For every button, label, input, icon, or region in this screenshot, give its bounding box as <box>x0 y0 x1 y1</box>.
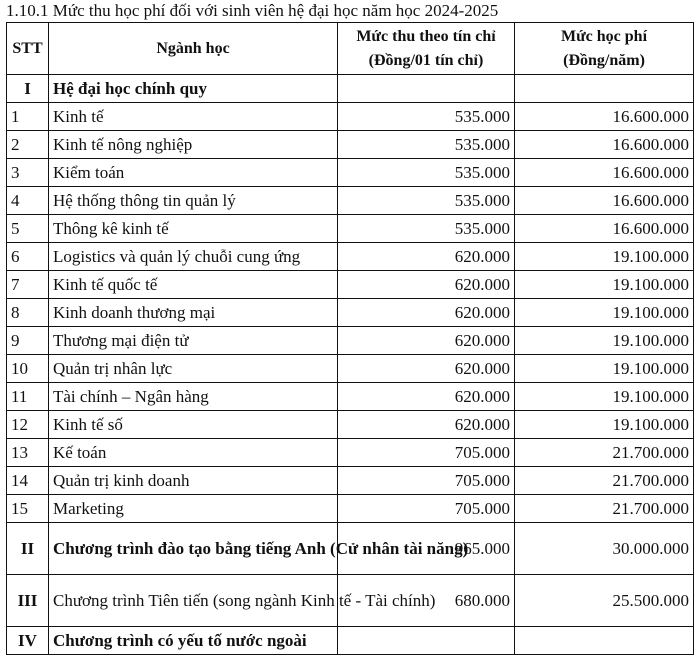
row-year-fee: 19.100.000 <box>515 411 694 439</box>
table-row <box>7 187 694 215</box>
row-stt: 13 <box>7 439 49 467</box>
row-stt: 2 <box>7 131 49 159</box>
row-major-name: Kinh tế số <box>49 411 338 439</box>
row-major-name: Logistics và quản lý chuỗi cung ứng <box>49 243 338 271</box>
row-year-fee: 19.100.000 <box>515 299 694 327</box>
table-row <box>7 383 694 411</box>
section-title: Chương trình Tiên tiến (song ngành Kinh tế - Tài chính) <box>49 575 338 627</box>
row-major-name: Kinh doanh thương mại <box>49 299 338 327</box>
row-stt: 3 <box>7 159 49 187</box>
header-year-line1: Mức học phí <box>560 27 648 45</box>
table-row <box>7 439 694 467</box>
header-stt: STT <box>7 23 49 75</box>
section-stt: IV <box>7 627 49 655</box>
section-stt: II <box>7 523 49 575</box>
row-major-name: Kiểm toán <box>49 159 338 187</box>
row-stt: 6 <box>7 243 49 271</box>
row-major-name: Thương mại điện tử <box>49 327 338 355</box>
row-year-fee: 19.100.000 <box>515 271 694 299</box>
table-row <box>7 495 694 523</box>
section-year-fee <box>515 627 694 655</box>
row-stt: 15 <box>7 495 49 523</box>
row-stt: 8 <box>7 299 49 327</box>
section-row-regular <box>7 75 694 103</box>
row-stt: 7 <box>7 271 49 299</box>
row-stt: 12 <box>7 411 49 439</box>
table-header-row <box>7 23 694 75</box>
header-year-line2: (Đồng/năm) <box>563 51 645 69</box>
row-major-name: Kinh tế nông nghiệp <box>49 131 338 159</box>
row-year-fee: 16.600.000 <box>515 159 694 187</box>
row-stt: 9 <box>7 327 49 355</box>
row-credit-fee: 535.000 <box>338 159 515 187</box>
section-credit-fee: 965.000 <box>338 523 515 575</box>
row-credit-fee: 620.000 <box>338 355 515 383</box>
table-row <box>7 131 694 159</box>
section-title: Chương trình đào tạo bằng tiếng Anh (Cử nhân tài năng) <box>49 523 338 575</box>
row-major-name: Kế toán <box>49 439 338 467</box>
row-credit-fee: 620.000 <box>338 271 515 299</box>
header-year-fee <box>515 23 694 75</box>
section-year-fee: 25.500.000 <box>515 575 694 627</box>
row-major-name: Quản trị kinh doanh <box>49 467 338 495</box>
row-credit-fee: 705.000 <box>338 495 515 523</box>
table-row <box>7 243 694 271</box>
row-stt: 4 <box>7 187 49 215</box>
table-row <box>7 159 694 187</box>
row-credit-fee: 535.000 <box>338 103 515 131</box>
row-credit-fee: 705.000 <box>338 467 515 495</box>
table-row <box>7 215 694 243</box>
table-row <box>7 411 694 439</box>
row-major-name: Kinh tế <box>49 103 338 131</box>
row-credit-fee: 535.000 <box>338 215 515 243</box>
row-year-fee: 16.600.000 <box>515 215 694 243</box>
row-stt: 5 <box>7 215 49 243</box>
header-major: Ngành học <box>49 23 338 75</box>
row-year-fee: 16.600.000 <box>515 103 694 131</box>
section-stt: I <box>7 75 49 103</box>
header-credit-line1: Mức thu theo tín chỉ <box>356 27 496 45</box>
row-credit-fee: 535.000 <box>338 187 515 215</box>
section-empty-cell <box>338 75 515 103</box>
row-credit-fee: 620.000 <box>338 411 515 439</box>
section-credit-fee: 680.000 <box>338 575 515 627</box>
row-year-fee: 19.100.000 <box>515 355 694 383</box>
row-credit-fee: 620.000 <box>338 243 515 271</box>
row-credit-fee: 620.000 <box>338 299 515 327</box>
section-row-section3 <box>7 575 694 627</box>
table-row <box>7 271 694 299</box>
section-title: Chương trình có yếu tố nước ngoài <box>49 627 338 655</box>
row-year-fee: 16.600.000 <box>515 187 694 215</box>
row-credit-fee: 620.000 <box>338 327 515 355</box>
section-title: Hệ đại học chính quy <box>49 75 338 103</box>
row-major-name: Hệ thống thông tin quản lý <box>49 187 338 215</box>
section-row-section4 <box>7 627 694 655</box>
row-stt: 11 <box>7 383 49 411</box>
header-credit-fee <box>338 23 515 75</box>
section-stt: III <box>7 575 49 627</box>
row-stt: 10 <box>7 355 49 383</box>
section-credit-fee <box>338 627 515 655</box>
row-stt: 1 <box>7 103 49 131</box>
table-row <box>7 103 694 131</box>
section-year-fee: 30.000.000 <box>515 523 694 575</box>
row-year-fee: 19.100.000 <box>515 383 694 411</box>
table-row <box>7 327 694 355</box>
row-major-name: Tài chính – Ngân hàng <box>49 383 338 411</box>
table-row <box>7 299 694 327</box>
header-credit-line2: (Đồng/01 tín chỉ) <box>368 51 484 69</box>
row-major-name: Quản trị nhân lực <box>49 355 338 383</box>
section-row-section2 <box>7 523 694 575</box>
tuition-fee-table <box>6 22 694 655</box>
table-row <box>7 355 694 383</box>
row-year-fee: 19.100.000 <box>515 243 694 271</box>
row-stt: 14 <box>7 467 49 495</box>
row-major-name: Thông kê kinh tế <box>49 215 338 243</box>
row-year-fee: 19.100.000 <box>515 327 694 355</box>
row-credit-fee: 705.000 <box>338 439 515 467</box>
row-year-fee: 16.600.000 <box>515 131 694 159</box>
row-credit-fee: 535.000 <box>338 131 515 159</box>
row-year-fee: 21.700.000 <box>515 439 694 467</box>
row-major-name: Kinh tế quốc tế <box>49 271 338 299</box>
row-major-name: Marketing <box>49 495 338 523</box>
row-year-fee: 21.700.000 <box>515 495 694 523</box>
row-year-fee: 21.700.000 <box>515 467 694 495</box>
table-caption: 1.10.1 Mức thu học phí đối với sinh viên hệ đại học năm học 2024-2025 <box>6 1 499 20</box>
section-empty-cell <box>515 75 694 103</box>
row-credit-fee: 620.000 <box>338 383 515 411</box>
table-row <box>7 467 694 495</box>
